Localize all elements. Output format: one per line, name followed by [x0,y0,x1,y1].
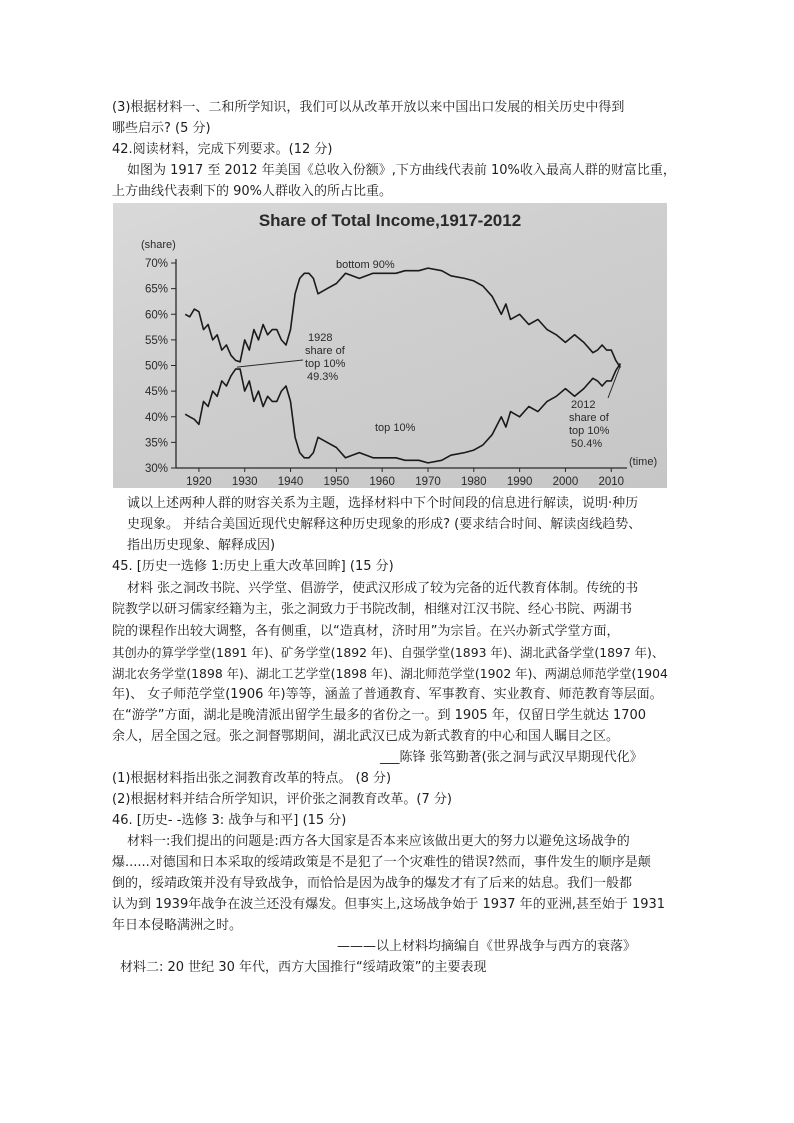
y-tick-label: 45% [144,386,168,399]
x-tick-label: 1990 [506,476,533,488]
y-tick-label: 60% [144,309,168,322]
material-45-source: ___陈锋 张笃勤著(张之洞与武汉早期现代化》 [380,750,643,765]
material-46-1-line-3: 倒的，绥靖政策并没有导致战争，而恰恰是因为战争的爆发才有了后来的姑息。我们一般都 [112,876,633,891]
material-45-line-8: 余人，居全国之冠。张之洞督鄂期间，湖北武汉已成为新式教育的中心和国人瞩目之区。 [112,729,620,744]
y-tick-label: 55% [144,334,168,347]
question-45-1: (1)根据材料指出张之洞教育改革的特点。 (8 分) [112,771,392,786]
material-46-1-line-2: 爆......对德国和日本采取的绥靖政策是不是犯了一个灾难性的错误?然而，事件发生的顺序是颠 [112,855,651,870]
material-45-line-3: 院的课程作出较大调整，各有侧重，以“造真材，济时用”为宗旨。在兴办新式学堂方面， [112,624,620,639]
x-tick-label: 1970 [415,476,441,488]
series-line-top-10 [185,363,620,463]
annotation-bottom-90: bottom 90% [336,259,395,271]
x-tick-label: 2010 [598,476,625,488]
material-46-2-line-1: 材料二: 20 世纪 30 年代，西方大国推行“绥靖政策”的主要表现 [120,960,487,975]
x-tick-label: 1950 [323,476,350,488]
series-line-bottom-90 [185,268,620,368]
annotation-1928-year: 1928 [308,332,333,344]
chart-svg [113,203,667,488]
question-42-task-line-3: 指出历史现象、解释成因) [127,538,276,553]
material-45-line-6: 年)、 女子师范学堂(1906 年)等等，涵盖了普通教育、军事教育、实业教育、师范教育等层面。 [112,687,663,702]
question-42-intro-line-2: 上方曲线代表剩下的 90%人群收入的所占比重。 [112,184,393,199]
annotation-1928-leader [237,360,303,367]
question-42-intro-line-1: 如图为 1917 至 2012 年美国《总收入份额》,下方曲线代表前 10%收入最高人群的财富比重， [127,163,676,178]
question-3-line-2: 哪些启示? (5 分) [112,121,211,136]
x-axis-label: (time) [629,456,658,468]
annotation-top-10: top 10% [375,422,416,434]
y-tick-label: 50% [144,360,168,373]
y-tick-label: 65% [144,283,168,296]
annotation-2012-top-10: top 10% [569,425,610,437]
annotation-2012-year: 2012 [571,399,596,411]
material-46-source: ———以上材料均摘编自《世界战争与西方的衰落》 [337,939,637,954]
y-tick-label: 70% [144,258,168,270]
x-tick-label: 1940 [277,476,304,488]
question-42-heading: 42.阅读材料，完成下列要求。(12 分) [112,142,333,157]
question-3-line-1: (3)根据材料一、二和所学知识，我们可以从改革开放以来中国出口发展的相关历史中得到 [112,100,625,115]
annotation-1928-share-of: share of [305,345,345,357]
x-tick-label: 1920 [186,476,212,488]
question-45-2: (2)根据材料并结合所学知识，评价张之洞教育改革。(7 分) [112,792,452,807]
y-axis-label: (share) [141,239,176,251]
income-share-chart [113,203,667,488]
material-45-line-7: 在“游学”方面，湖北是晚清派出留学生最多的省份之一。到 1905 年，仅留日学生就达 1700 [112,708,647,723]
question-45-heading: 45. [历史一选修 1:历史上重大改革回眸] (15 分) [112,559,394,574]
y-tick-label: 40% [144,411,168,424]
annotation-2012-share-of: share of [569,412,609,424]
material-46-1-line-1: 材料一:我们提出的问题是:西方各大国家是否本来应该做出更大的努力以避免这场战争的 [127,834,630,849]
material-45-line-5: 湖北农务学堂(1898 年)、湖北工艺学堂(1898 年)、湖北师范学堂(1902 年)、两湖总师范学堂(1904 [112,666,668,681]
material-45-line-2: 院教学以研习儒家经籍为主，张之洞致力于书院改制，相继对江汉书院、经心书院、两湖书 [112,602,633,617]
material-45-line-1: 材料 张之洞改书院、兴学堂、倡游学，使武汉形成了较为完备的近代教育体制。传统的书 [127,581,639,596]
x-tick-label: 2000 [552,476,579,488]
annotation-2012-value: 50.4% [571,438,603,450]
annotation-2012-leader [608,365,620,398]
question-42-task-line-2: 史现象。 并结合美国近现代史解释这种历史现象的形成? (要求结合时间、解读卤线趋势、 [127,517,642,532]
question-46-heading: 46. [历史- -选修 3: 战争与和平] (15 分) [112,813,347,828]
x-tick-label: 1930 [231,476,258,488]
x-tick-label: 1980 [461,476,487,488]
y-tick-label: 30% [144,463,168,475]
annotation-1928-top-10: top 10% [305,358,346,370]
material-46-1-line-5: 年日本侵略满洲之时。 [112,918,243,933]
y-tick-label: 35% [144,437,168,450]
question-42-task-line-1: 诚以上述两种人群的财容关系为主题，选择材料中下个时间段的信息进行解读，说明·种历 [127,496,639,511]
annotation-1928-value: 49.3% [307,371,339,383]
x-tick-label: 1960 [369,476,395,488]
chart-title: Share of Total Income,1917-2012 [258,211,522,230]
material-45-line-4: 其创办的算学学堂(1891 年)、矿务学堂(1892 年)、自强学堂(1893 年)、湖北武备学堂(1897 年)、 [112,645,665,660]
material-46-1-line-4: 认为到 1939年战争在波兰还没有爆发。但事实上,这场战争始于 1937 年的亚洲,甚至始于 1931 [112,897,666,912]
